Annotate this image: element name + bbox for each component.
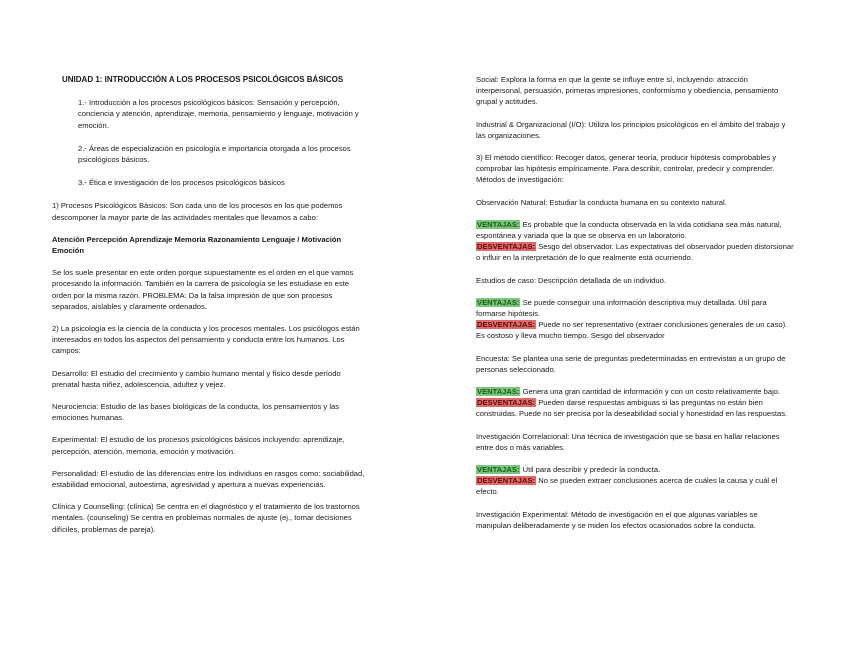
ventajas-label: VENTAJAS:: [477, 387, 520, 397]
paragraph-industrial: Industrial & Organizacional (I/O): Utiliza los principios psicológicos en el ámbito del trabajo y las organizaciones.: [476, 119, 786, 140]
ventajas-label: VENTAJAS:: [477, 219, 520, 229]
desventajas-text: Pueden darse respuestas ambiguas si las preguntas no están bien construidas. Puede no ser precisa por la deseabilidad social y honestidad en las respuestas.: [476, 398, 788, 419]
right-column: [476, 74, 794, 542]
paragraph-clinica: Clínica y Counselling: (clínica) Se centra en el diagnóstico y el tratamiento de los trastornos mentales. (counseling) Se centra en problemas normales de ajuste (ej., tomar decisiones difíciles, problemas de pareja).: [52, 502, 360, 534]
ventajas-text: Útil para describir y predecir la conducta.: [520, 465, 661, 475]
desventajas-label: DESVENTAJAS:: [477, 242, 536, 252]
left-column: [52, 74, 370, 546]
encuesta-pros-cons: [476, 386, 794, 420]
toc-item-3: 3.- Ética e investigación de los procesos psicológicos básicos: [78, 178, 285, 188]
desventajas-text: Sesgo del observador. Las expectativas del observador pueden distorsionar o influir en la interpretación de lo que realmente está ocurriendo.: [476, 242, 794, 263]
unit-title: UNIDAD 1: INTRODUCCIÓN A LOS PROCESOS PSICOLÓGICOS BÁSICOS: [62, 75, 344, 84]
toc-item-2: 2.- Áreas de especialización en psicología e importancia otorgada a los procesos psicológicos básicos.: [78, 143, 351, 165]
paragraph-orden: Se los suele presentar en este orden porque supuestamente es el orden en el que vamos procesando la información. También en la carrera de psicología se les estudiase en este orden por la misma razón. PROBLEMA: Da la falsa impresión de que son procesos separados, aislables y claramente ordenados.: [52, 268, 354, 311]
ventajas-text: Se puede conseguir una información descriptiva muy detallada. Útil para formarse hipótesis.: [476, 297, 767, 319]
paragraph-experimental-metodo: Investigación Experimental: Método de investigación en el que algunas variables se manipulan deliberadamente y se miden los efectos ocasionados sobre la conducta.: [476, 509, 758, 530]
paragraph-lista-procesos: Atención Percepción Aprendizaje Memoria Razonamiento Lenguaje / Motivación Emoción: [52, 234, 342, 256]
ventajas-text: Genera una gran cantidad de información y con un costo relativamente bajo.: [520, 387, 781, 397]
paragraph-experimental: Experimental: El estudio de los procesos psicológicos básicos incluyendo: aprendizaje, percepción, atención, memoria, emoción y motivación.: [52, 435, 345, 456]
observacion-pros-cons: [476, 219, 794, 264]
desventajas-label: DESVENTAJAS:: [477, 320, 536, 330]
paragraph-metodo: 3) El método científico: Recoger datos, generar teoría, producir hipótesis comprobables y comprobar las hipótesis empíricamente. Para describir, controlar, predecir y comprender. Métodos de investigación:: [476, 153, 777, 185]
paragraph-social: Social: Explora la forma en que la gente se influye entre sí, incluyendo: atracción interpersonal, persuasión, primeras impresiones, conformismo y obediencia, pensamiento grupal y actitudes.: [476, 75, 779, 107]
paragraph-desarrollo: Desarrollo: El estudio del crecimiento y cambio humano mental y físico desde período prenatal hasta niñez, adolescencia, adultez y vejez.: [52, 368, 341, 389]
desventajas-text: No se pueden extraer conclusiones acerca de cuáles la causa y cuál el efecto.: [476, 476, 778, 497]
toc-item-1: 1.- Introducción a los procesos psicológicos básicos: Sensación y percepción, conciencia y atención, aprendizaje, memoria, pensamiento y lenguaje, motivación y emoción.: [78, 98, 359, 130]
paragraph-observacion: Observación Natural: Estudiar la conducta humana en su contexto natural.: [476, 197, 727, 207]
correlacional-pros-cons: [476, 464, 794, 498]
paragraph-personalidad: Personalidad: El estudio de las diferencias entre los individuos en rasgos como: sociabilidad, estabilidad emocional, autoestima, agresividad y apertura a nuevas experiencias.: [52, 468, 365, 490]
paragraph-neurociencia: Neurociencia: Estudio de las bases biológicas de la conducta, los pensamientos y las emociones humanas.: [52, 402, 340, 423]
caso-pros-cons: [476, 297, 794, 342]
paragraph-encuesta: Encuesta: Se plantea una serie de preguntas predeterminadas en entrevistas a un grupo de personas seleccionado.: [476, 353, 786, 374]
desventajas-label: DESVENTAJAS:: [477, 398, 536, 408]
paragraph-correlacional: Investigación Correlacional: Una técnica de investigación que se basa en hallar relaciones entre dos o más variables.: [476, 431, 780, 452]
ventajas-label: VENTAJAS:: [477, 297, 520, 307]
desventajas-label: DESVENTAJAS:: [477, 476, 536, 486]
desventajas-text: Puede no ser representativo (extraer conclusiones generales de un caso). Es costoso y lleva mucho tiempo. Sesgo del observador: [476, 320, 788, 341]
ventajas-label: VENTAJAS:: [477, 465, 520, 475]
paragraph-psicologia: 2) La psicología es la ciencia de la conducta y los procesos mentales. Los psicólogos están interesados en todos los aspectos del pensamiento y conducta entre los humanos. Los campos:: [52, 324, 360, 356]
paragraph-procesos: 1) Procesos Psicológicos Básicos: Son cada uno de los procesos en los que podemos descomponer la mayor parte de las actividades mentales que llevamos a cabo:: [52, 201, 343, 222]
paragraph-caso: Estudios de caso: Descripción detallada de un individuo.: [476, 275, 666, 285]
ventajas-text: Es probable que la conducta observada en la vida cotidiana sea más natural, espontánea y variada que la que se observa en un laboratorio.: [476, 219, 782, 241]
